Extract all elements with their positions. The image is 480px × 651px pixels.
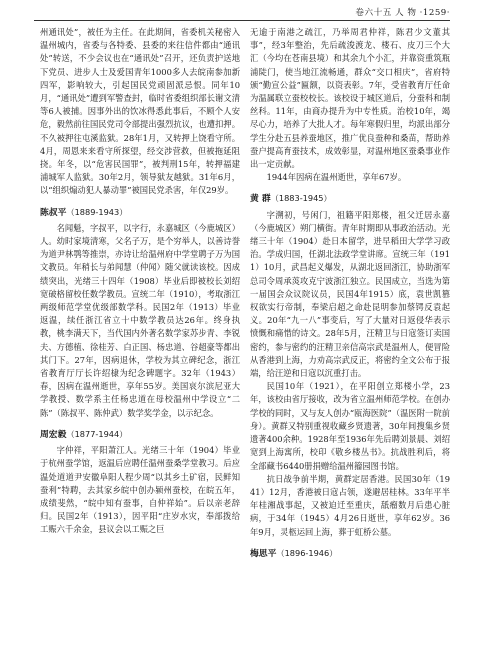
entry-title bbox=[40, 206, 240, 220]
continued-paragraph: 无逾于南港之疏江，乃举周君仲祥，陈君少文董其事”，经3年整治，先后疏浚渡龙、楼石、皮刀三个大汇（今均在苍南县境）和其余九个小汇，并靠资重筑瓶浦陡门，使当地江流畅通，群众“交口相庆”，省府特颁“勤宣公益”匾额，以资表彰。7年，受省教育厅任命为温属联立蚕校校长。该校设于城区道后，分蚕科和制丝科。11年，由商办提升为中专性质。治校10年，竭尽心力，培养了大批人才。每年寒假归里，均派出部分学生分赴五县养蚕地区，推广优良蚕种和桑苗，帮助养蚕户提高育蚕技术，成效彰显，对温州地区蚕桑事业作出一定贡献。 bbox=[250, 27, 450, 170]
left-column bbox=[40, 26, 240, 537]
biography-entry bbox=[250, 547, 450, 561]
right-column bbox=[250, 26, 450, 563]
entry-years: （1877-1944） bbox=[66, 428, 128, 439]
entry-title bbox=[250, 547, 450, 561]
entry-paragraph: 名闻魁，字叔平，以字行，永嘉城区（今鹿城区）人。幼时家境清寒，父名子万，是个穷举人，以善诗誉为道尹林鹗等推崇，亦诗让给温州府中学堂聘子万为国文教员。年稍长与弟闻慧（仲闻）随父就读该校。因成绩突出，光绪三十四年（1908）毕业后即被校长刘绍宽破格留校任数学教员。宣统二年（1910），考取浙江两级师范学堂优级部数学科。民国2年（1913）毕业返温，续任浙江省立十中数学教员达26年。终身执教，桃李满天下，当代国内外著名数学家苏步青、李锐夫、方德植、徐桂芳、白正国、杨忠道、谷超豪等都出其门下。27年，因病退休，学校为其立碑纪念，浙江省教育厅厅长许绍棣为纪念碑题字。32年（1943）春，因病在温州逝世，享年55岁。美国哀尔滨尼亚大学教授、数学系主任杨忠道在母校温州中学设立“二陈”（陈叔平、陈仲武）数学奖学金，以示纪念。 bbox=[40, 222, 240, 418]
closing-sentence: 1944年因病在温州逝世，享年67岁。 bbox=[266, 172, 407, 183]
entry-name: 梅思平 bbox=[250, 548, 277, 559]
entry-title bbox=[250, 192, 450, 206]
entry-years: （1896-1946） bbox=[276, 547, 338, 558]
entry-years: （1889-1943） bbox=[66, 206, 128, 217]
entry-title bbox=[40, 428, 240, 442]
biography-entry bbox=[40, 206, 240, 420]
entry-name: 陈叔平 bbox=[40, 207, 67, 218]
continued-paragraph: 州通讯处”，被任为主任。在此期间，省委机关秘密入温州城内，省委与各特委、县委的来往信件都由“通讯处”转送，不少会议也在“通讯处”召开，还负责护送地下党员、进步人士及爱国青年1000多人去皖南参加新四军，影响较大，引起国民党顽固派忌恨。同年10月，“通讯处”遭到军警查封，临时省委组织部长谢文清等6人被捕。因事外出的饮冰得悉此事后，不顾个人安危，毅然前往国民党司令部提出强烈抗议，也遭扣押。不久被押往屯溪监狱。28年1月，又转押上饶看守所。4月，周恩来来看守所探望，经交涉营救，但被拖延阻挠。年冬，以“危害民国罪”，被判刑15年，转押福建浦城军人监狱。30年2月，领导狱友越狱。31年6月，以“组织煽动犯人暴动罪”被国民党杀害，年仅29岁。 bbox=[40, 27, 240, 196]
entry-name: 黄 群 bbox=[250, 194, 271, 205]
entry-name: 周宏毅 bbox=[40, 429, 67, 440]
biography-entry bbox=[250, 192, 450, 538]
running-head: 卷六十五 人 物 ·1259· bbox=[355, 8, 450, 18]
entry-paragraph: 字仲祥，平阳萧江人。光绪三十年（1904）毕业于杭州蚕学馆，返温后应聘任温州蚕桑学堂教习。后应温处道道尹安徽阜阳人程少周“以其乡土矿宿，民鲜知蚕利”特聘，去其家乡皖中创办颍州蚕校，在皖五年，成绩斐然，“皖中知有蚕事，自仲祥始”。后以亲老辞归。民国2年（1913），因平阳“庄岁水灾，奉部拨给工赈六千余金，县议会以工赈之巨 bbox=[40, 445, 240, 535]
entry-paragraph: 抗日战争前半期，黄群定居香港。民国30年（1941）12月，香港被日寇占领，遂避居桂林。33年平半年桂湘战事起，又被迫迁至重庆，舐瘤数月后患心脏病，于34年（1945）4月26日逝世，享年62岁。36年9月，灵柩运回上海，葬于虹桥公墓。 bbox=[250, 473, 450, 537]
entry-paragraph: 字溯初，号闲门，祖籍平阳郑楼，祖父迁居永嘉（今鹿城区）朔门横街。青年时期即从事政治活动。光绪三十年（1904）赴日本留学，进早稻田大学学习政治。学成归国，任湖北法政学堂讲席。宣统三年（1911）10月，武昌起义爆发，从湖北返回浙江，协助浙军总司令周承菼攻克宁波浙江独立。民国成立，当选为第一届国会众议院议员，民国4年1915）底，袁世凯篡权欲实行帝制，奉梁启超之命赴昆明参加蔡锷反袁起义。20年“九一八”事变后，写了大量对日返侵华表示愤慨和痛惜的诗文。28年5月，汪精卫与日寇签订卖国密约，参与密约的汪精卫亲信高宗武是温州人，便冒险从香港到上海，力劝高宗武反正，将密约全文公布于报端，给汪逆和日寇以沉重打击。 bbox=[250, 209, 450, 379]
biography-entry bbox=[40, 428, 240, 537]
page-header bbox=[34, 2, 450, 21]
entry-years: （1883-1945） bbox=[270, 193, 332, 204]
entry-paragraph: 民国10年（1921），在平阳创立郑楼小学，23年，该校由省厅接收，改为省立温州师范学校。在创办学校的同时，又与友人创办“瓯海医院”（温医附一院前身）。黄群又特别重视收藏乡贤遗著，30年间搜集乡贤遗著400余种。1928年至1936年先后聘刘景晨、刘绍宽到上海寓所，校印《敬乡楼丛书》。抗战胜利后，将全部藏书6440册捐赠给温州籀园图书馆。 bbox=[250, 381, 450, 471]
